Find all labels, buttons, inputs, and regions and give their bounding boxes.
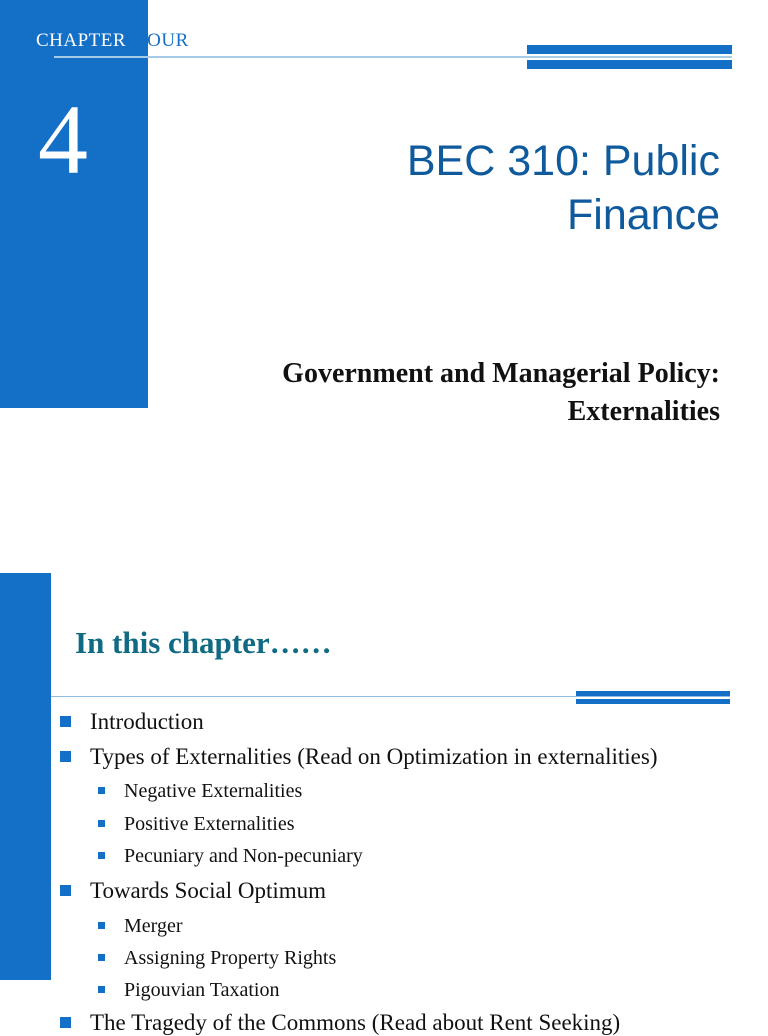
chapter-word: CHAPTER xyxy=(36,30,127,51)
square-bullet-icon xyxy=(98,852,105,859)
section-accent-bar-bottom xyxy=(576,699,730,704)
chapter-sidebar xyxy=(0,0,148,408)
list-item-text: Introduction xyxy=(90,709,204,734)
sub-list-item xyxy=(98,947,336,970)
section-title: In this chapter…… xyxy=(75,625,332,660)
sub-list-item xyxy=(98,780,302,803)
list-item-text: The Tragedy of the Commons (Read about Rent Seeking) xyxy=(90,1010,621,1035)
square-bullet-icon xyxy=(98,954,105,961)
sub-list-item xyxy=(98,845,363,868)
list-item-text: Pecuniary and Non-pecuniary xyxy=(124,845,363,867)
contents-slide xyxy=(0,573,768,1035)
chapter-label xyxy=(36,30,189,52)
list-item xyxy=(60,709,204,735)
square-bullet-icon xyxy=(60,716,71,727)
square-bullet-icon xyxy=(98,986,105,993)
section-divider-line xyxy=(51,696,730,697)
list-item-text: Positive Externalities xyxy=(124,813,295,835)
square-bullet-icon xyxy=(60,885,71,896)
header-accent-bar-top xyxy=(527,45,732,54)
contents-sidebar xyxy=(0,573,51,980)
list-item-text: Negative Externalities xyxy=(124,780,303,802)
header-accent-bar-bottom xyxy=(527,60,732,69)
course-title xyxy=(200,134,720,242)
sub-list-item xyxy=(98,979,279,1002)
list-item-text: Pigouvian Taxation xyxy=(124,979,280,1001)
subtitle-line2: Externalities xyxy=(567,396,720,427)
subtitle-line1: Government and Managerial Policy: xyxy=(282,358,720,389)
chapter-subtitle xyxy=(160,355,720,431)
list-item-text: Assigning Property Rights xyxy=(124,947,337,969)
course-title-line1: BEC 310: Public xyxy=(406,137,720,185)
list-item-text: Towards Social Optimum xyxy=(90,878,327,903)
square-bullet-icon xyxy=(98,820,105,827)
sub-list-item xyxy=(98,915,183,938)
list-item xyxy=(60,1010,620,1036)
section-accent-bar-top xyxy=(576,691,730,696)
chapter-word-number: FOUR xyxy=(136,30,189,51)
chapter-number: 4 xyxy=(38,84,88,195)
list-item xyxy=(60,878,326,904)
square-bullet-icon xyxy=(98,922,105,929)
square-bullet-icon xyxy=(60,1017,71,1028)
list-item-text: Types of Externalities (Read on Optimization in externalities) xyxy=(90,744,658,769)
square-bullet-icon xyxy=(60,751,71,762)
course-title-line2: Finance xyxy=(567,191,720,239)
list-item xyxy=(60,744,657,770)
list-item-text: Merger xyxy=(124,915,183,937)
square-bullet-icon xyxy=(98,787,105,794)
header-divider-line xyxy=(54,56,732,58)
sub-list-item xyxy=(98,813,295,836)
